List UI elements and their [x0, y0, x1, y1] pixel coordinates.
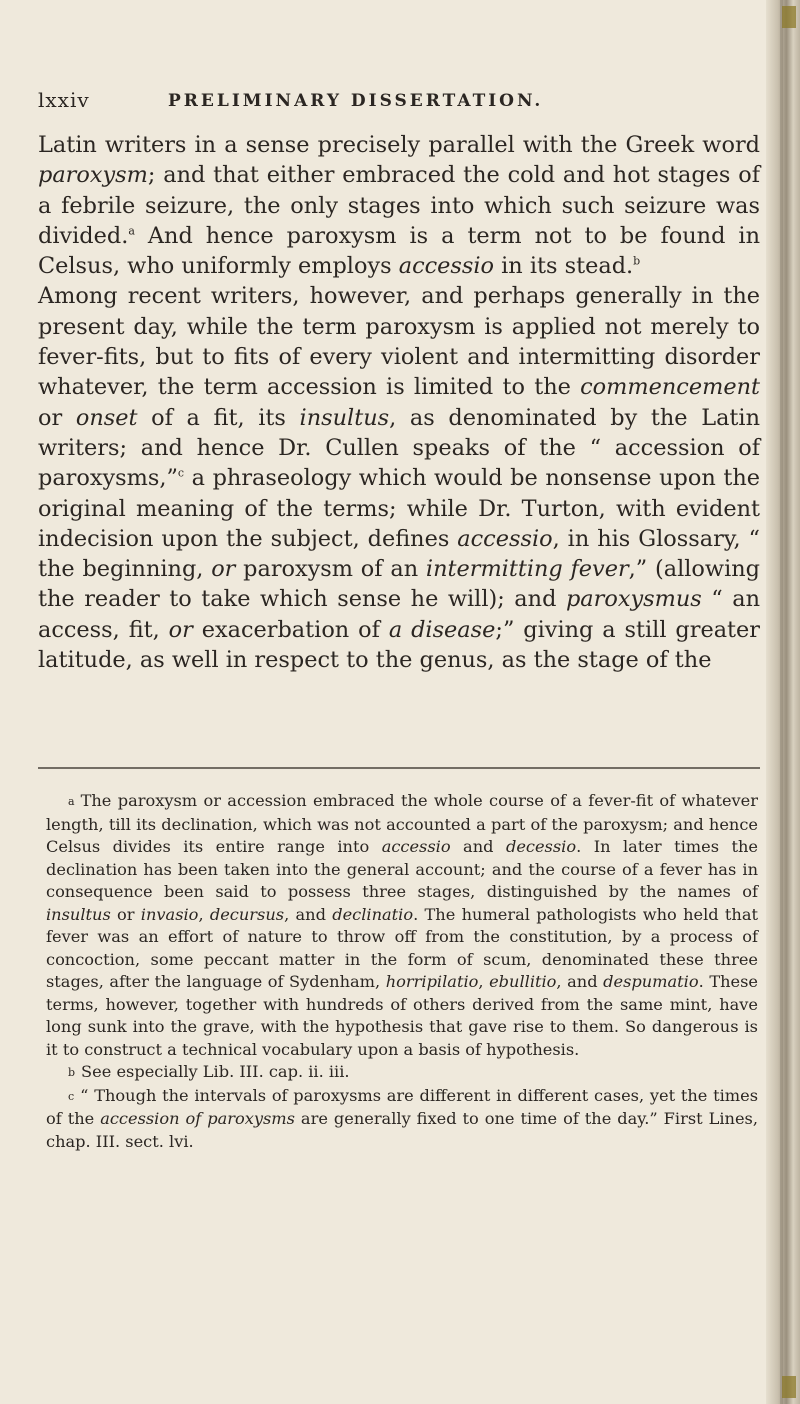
- main-text: [38, 130, 760, 675]
- footnote-b: b See especially Lib. III. cap. ii. iii.: [68, 1062, 350, 1081]
- edge-mark-bottom: [782, 1376, 796, 1398]
- edge-mark-top: [782, 6, 796, 28]
- page-number: lxxiv: [38, 88, 90, 112]
- footnote-mark-c: c: [68, 1089, 75, 1103]
- footnote-c: c “ Though the intervals of paroxysms are different in different cases, yet the times of the accession of paroxysms are generally fixed to one time of the day.” First Lines, chap. III. sect. lvi.: [46, 1085, 758, 1151]
- footnote-ref-a: a: [128, 224, 135, 238]
- paragraph-1: Latin writers in a sense precisely parallel with the Greek word paroxysm; and that either embraced the cold and hot stages of a febrile seizure, the only stages into which such seizure was divided.$^a$ And hence paroxysm is a term not to be found in Celsus, who uniformly employs accessio in its stead.$^b$: [38, 132, 760, 280]
- footnote-mark-b: b: [68, 1066, 76, 1079]
- footnote-a: a The paroxysm or accession embraced the whole course of a fever-fit of whatever length, till its declination, which was not accounted a part of the paroxysm; and hence Celsus divides its entire range into accessio and decessio. In later times the declination has been taken into the general account; and the course of a fever has in consequence been said to possess three stages, distinguished by the names of insultus or invasio, decursus, and declinatio. The humeral pathologists who held that fever was an effort of nature to throw off from the constitution, by a process of concoction, some peccant matter in the form of scum, denominated these three stages, after the language of Sydenham, horripilatio, ebullitio, and despumatio. These terms, however, together with hundreds of others derived from the same mint, have long sunk into the grave, with the hypothesis that gave rise to them. So dangerous is it to construct a technical vocabulary upon a basis of hypothesis.: [46, 791, 759, 1059]
- footnotes: [46, 790, 758, 1153]
- footnote-ref-c: c: [177, 466, 185, 480]
- page-header: [38, 88, 738, 118]
- paragraph-2: Among recent writers, however, and perhaps generally in the present day, while the term paroxysm is applied not merely to fever-fits, but to fits of every violent and intermitting disorder whatever, the term accession is limited to the commencement or onset of a fit, its insultus, as denominated by the Latin writers; and hence Dr. Cullen speaks of the “ accession of paroxysms,”$^c$ a phraseology which would be nonsense upon the original meaning of the terms; while Dr. Turton, with evident indecision upon the subject, defines accessio, in his Glossary, “ the beginning, or paroxysm of an intermitting fever,” (allowing the reader to take which sense he will); and paroxysmus “ an access, fit, or exacerbation of a disease;” giving a still greater latitude, as well in respect to the genus, as the stage of the: [38, 283, 761, 674]
- footnote-mark-a: a: [68, 795, 75, 808]
- page-crease: [780, 0, 783, 1404]
- page-edge-gutter: [766, 0, 800, 1404]
- footnote-divider: [38, 767, 760, 769]
- running-title: PRELIMINARY DISSERTATION.: [168, 91, 544, 111]
- footnote-ref-b: b: [633, 254, 641, 268]
